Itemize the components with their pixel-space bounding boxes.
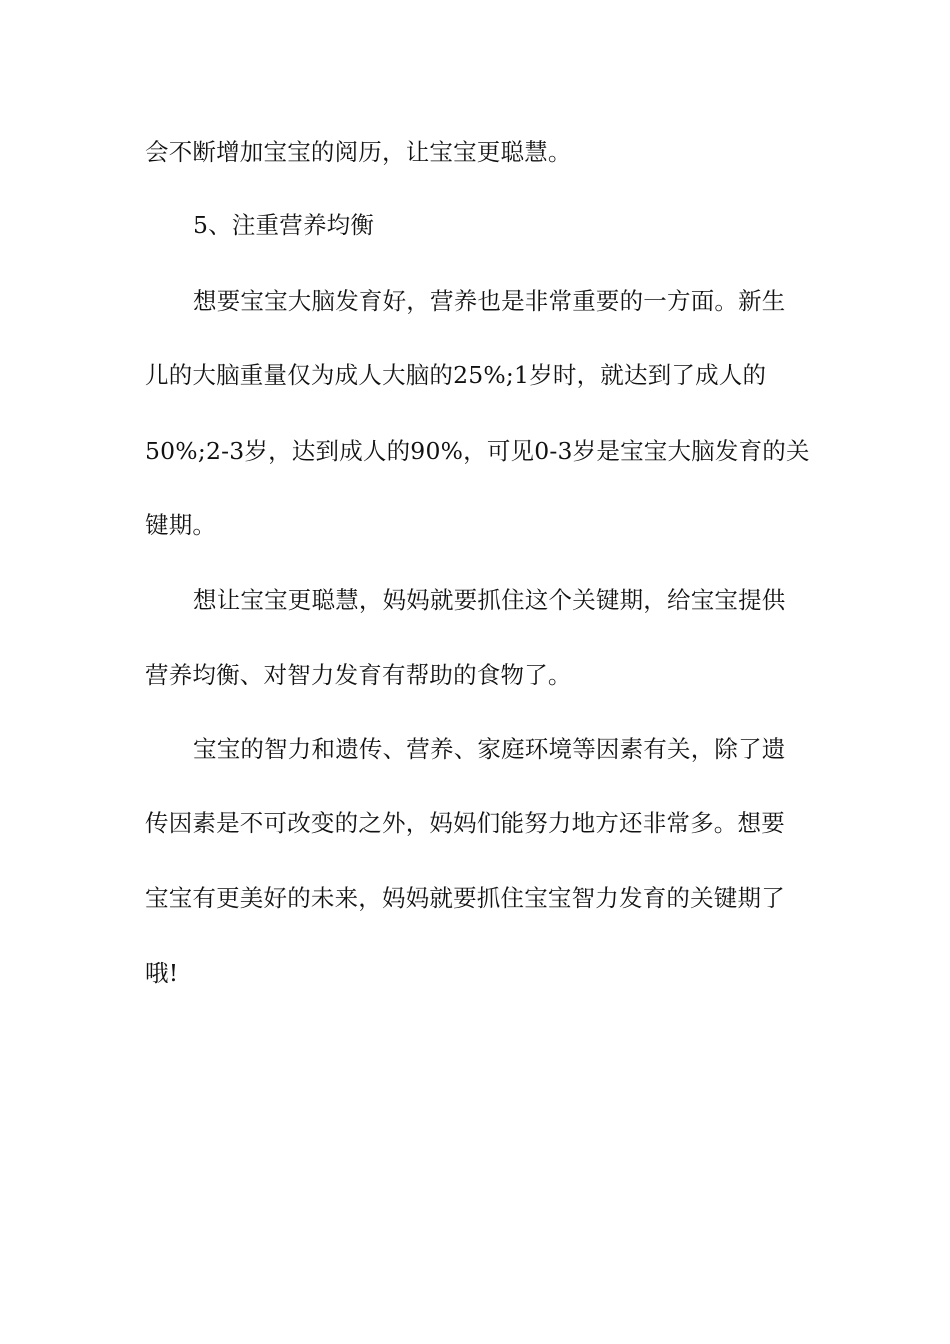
text-line: 想让宝宝更聪慧，妈妈就要抓住这个关键期，给宝宝提供 bbox=[193, 586, 786, 614]
text-line: 宝宝的智力和遗传、营养、家庭环境等因素有关，除了遗 bbox=[193, 735, 786, 763]
text-line: 营养均衡、对智力发育有帮助的食物了。 bbox=[145, 661, 572, 689]
text-line: 儿的大脑重量仅为成人大脑的25%;1岁时，就达到了成人的 bbox=[145, 361, 767, 389]
text-line: 宝宝有更美好的未来，妈妈就要抓住宝宝智力发育的关键期了 bbox=[145, 884, 785, 912]
text-line: 50%;2-3岁，达到成人的90%，可见0-3岁是宝宝大脑发育的关 bbox=[145, 437, 810, 465]
section-heading: 5、注重营养均衡 bbox=[193, 211, 375, 239]
text-line: 想要宝宝大脑发育好，营养也是非常重要的一方面。新生 bbox=[193, 287, 786, 315]
text-line: 哦! bbox=[145, 959, 179, 987]
text-line: 传因素是不可改变的之外，妈妈们能努力地方还非常多。想要 bbox=[145, 809, 785, 837]
text-line: 键期。 bbox=[145, 511, 217, 539]
text-line: 会不断增加宝宝的阅历，让宝宝更聪慧。 bbox=[145, 138, 572, 166]
